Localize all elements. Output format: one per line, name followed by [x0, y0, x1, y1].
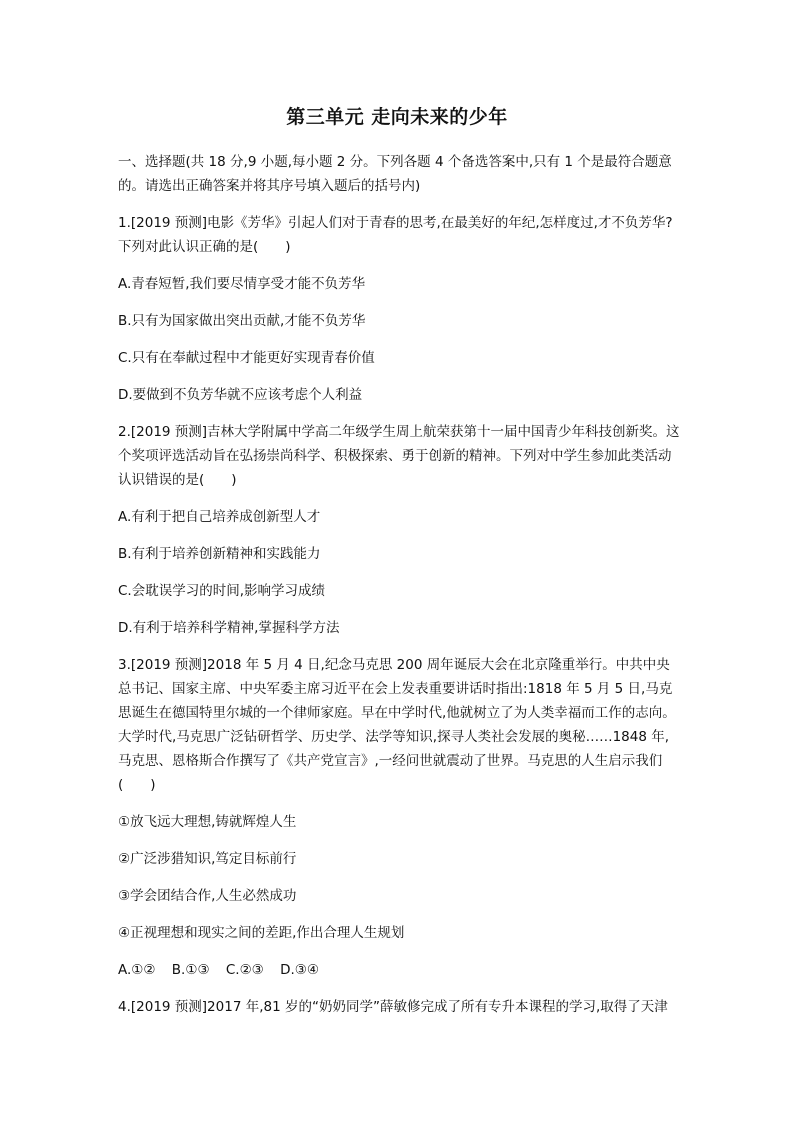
option-c: C.只有在奉献过程中才能更好实现青春价值: [118, 350, 375, 366]
option-b: B.只有为国家做出突出贡献,才能不负芳华: [118, 313, 366, 329]
statement-2: ②广泛涉猎知识,笃定目标前行: [118, 851, 297, 867]
section-instructions: 一、选择题(共 18 分,9 小题,每小题 2 分。下列各题 4 个备选答案中,只有 1 个是最符合题意的。请选出正确答案并将其序号填入题后的括号内): [118, 154, 672, 194]
option-a: A.青春短暂,我们要尽情享受才能不负芳华: [118, 276, 366, 292]
page-title: 第三单元 走向未来的少年: [286, 106, 508, 128]
choice-c: C.②③: [225, 962, 264, 978]
choice-a: A.①②: [118, 962, 156, 978]
choice-d: D.③④: [280, 962, 319, 978]
question-stem: 2.[2019 预测]吉林大学附属中学高二年级学生周上航荣获第十一届中国青少年科技创新奖。这个奖项评选活动旨在弘扬崇尚科学、积极探索、勇于创新的精神。下列对中学生参加此类活动认识错误的是( ): [118, 424, 680, 488]
question-stem: 4.[2019 预测]2017 年,81 岁的“奶奶同学”薛敏修完成了所有专升本课程的学习,取得了天津: [118, 999, 668, 1015]
statement-1: ①放飞远大理想,铸就辉煌人生: [118, 814, 297, 830]
question-3: [118, 653, 680, 982]
option-b: B.有利于培养创新精神和实践能力: [118, 546, 321, 562]
option-d: D.要做到不负芳华就不应该考虑个人利益: [118, 387, 363, 403]
question-2: [118, 420, 680, 640]
option-c: C.会耽误学习的时间,影响学习成绩: [118, 583, 326, 599]
choice-b: B.①③: [171, 962, 210, 978]
option-a: A.有利于把自己培养成创新型人才: [118, 509, 321, 525]
statement-4: ④正视理想和现实之间的差距,作出合理人生规划: [118, 925, 405, 941]
statement-3: ③学会团结合作,人生必然成功: [118, 888, 297, 904]
question-4: [118, 995, 680, 1019]
question-1: [118, 211, 680, 407]
answer-choices: [118, 958, 680, 982]
question-stem: 1.[2019 预测]电影《芳华》引起人们对于青春的思考,在最美好的年纪,怎样度过,才不负芳华?下列对此认识正确的是( ): [118, 215, 673, 255]
question-stem: 3.[2019 预测]2018 年 5 月 4 日,纪念马克思 200 周年诞辰大会在北京隆重举行。中共中央总书记、国家主席、中央军委主席习近平在会上发表重要讲话时指出:1818 年 5 月 5 日,马克思诞生在德国特里尔城的一个律师家庭。早在中学时代,他就树立了为人类幸福而工作的志向。大学时代,马克思广泛钻研哲学、历史学、法学等知识,探寻人类社会发展的奥秘……1848 年,马克思、恩格斯合作撰写了《共产党宣言》,一经问世就震动了世界。马克思的人生启示我们( ): [118, 657, 676, 793]
document-body: [118, 150, 680, 1032]
option-d: D.有利于培养科学精神,掌握科学方法: [118, 620, 340, 636]
